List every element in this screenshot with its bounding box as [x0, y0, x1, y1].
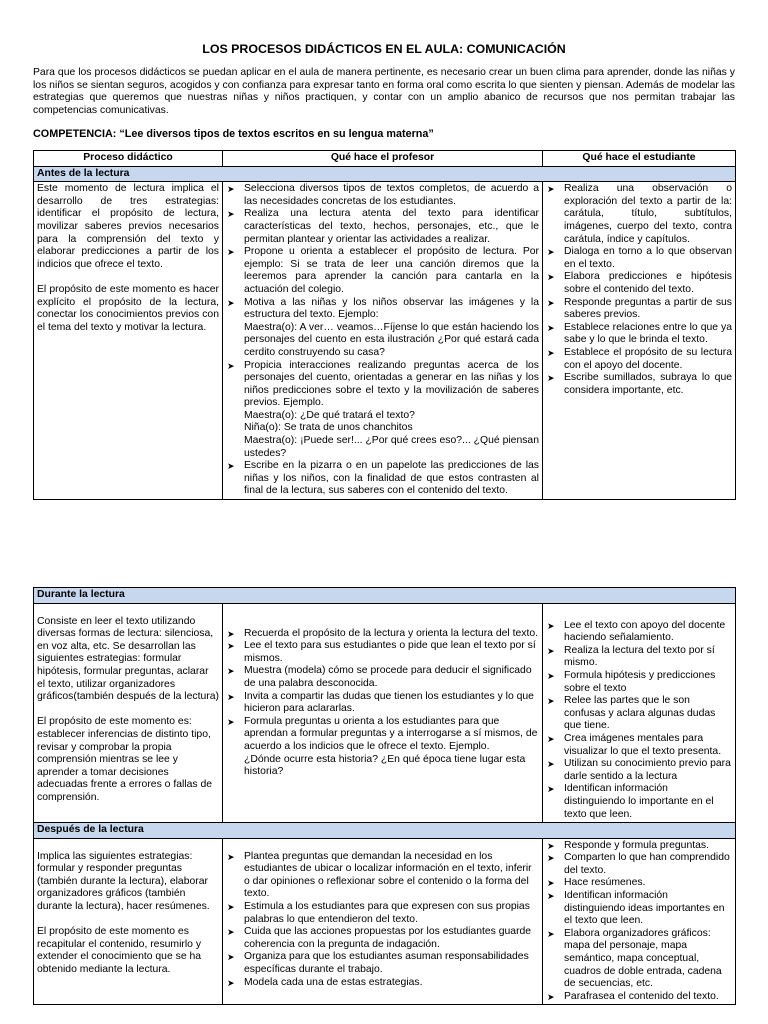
list-item: ➤ Estimula a los estudiantes para que expresen con sus propias palabras lo que entendieron del texto.	[226, 901, 539, 926]
durante-proceso-cell	[34, 603, 223, 823]
antes-proceso-p1: Este momento de lectura implica el desarrollo de tres estrategias: identificar el propósito de lectura, movilizar saberes previos necesarios para la comprensión del texto y elaborar predicciones a partir de los indicios que ofrece el texto.	[37, 183, 219, 270]
table-row-durante	[34, 603, 736, 823]
list-item: ➤ Responde y formula preguntas.	[546, 840, 732, 853]
antes-proceso-cell	[34, 182, 223, 500]
dialogo-line: Maestra(o): ¿De qué tratará el texto?	[244, 409, 415, 421]
list-item: ➤ Formula hipótesis y predicciones sobre el texto	[546, 670, 732, 695]
durante-profesor-list	[226, 628, 539, 779]
list-item: ➤ Cuida que las acciones propuestas por los estudiantes guarde coherencia con la pregunta de indagación.	[226, 926, 539, 951]
list-item: ➤ Responde preguntas a partir de sus saberes previos.	[546, 297, 732, 322]
list-item: ➤ Establece el propósito de su lectura con el apoyo del docente.	[546, 347, 732, 372]
list-item: ➤ Dialoga en torno a lo que observan en el texto.	[546, 246, 732, 271]
list-item: ➤ Organiza para que los estudiantes asuman responsabilidades específicas durante el trabajo.	[226, 951, 539, 976]
list-item: ➤ Escribe en la pizarra o en un papelote las predicciones de las niñas y los niños, con la finalidad de que estos contrasten al final de la lectura, sus saberes con el contenido del texto.	[226, 460, 539, 498]
list-item: ➤ Elabora predicciones e hipótesis sobre el contenido del texto.	[546, 271, 732, 296]
table-row-despues	[34, 838, 736, 1005]
list-item: ➤ Modela cada una de estas estrategias.	[226, 977, 539, 990]
list-item: ➤ Establece relaciones entre lo que ya sabe y lo que le brinda el texto.	[546, 322, 732, 347]
antes-profesor-cell	[223, 182, 543, 500]
header-estudiante: Qué hace el estudiante	[543, 151, 736, 167]
competencia-heading: COMPETENCIA: “Lee diversos tipos de textos escritos en su lengua materna”	[33, 128, 434, 140]
list-item: ➤ Formula preguntas u orienta a los estudiantes para que aprendan a formular preguntas y a interrogarse a sí mismos, de acuerdo a los indicios que le ofrece el texto. Ejemplo.	[226, 716, 539, 754]
list-item: ➤ Lee el texto para sus estudiantes o pide que lean el texto por sí mismos.	[226, 640, 539, 665]
list-item: ➤ Lee el texto con apoyo del docente haciendo señalamiento.	[546, 620, 732, 645]
despues-estudiante-list	[546, 840, 732, 1004]
durante-profesor-cell	[223, 603, 543, 823]
despues-proceso-p1: Implica las siguientes estrategias: formular y responder preguntas (también durante la lectura), elaborar organizadores gráficos (también durante la lectura), hacer resúmenes.	[37, 850, 210, 913]
despues-profesor-cell	[223, 838, 543, 1005]
table-row-antes	[34, 182, 736, 500]
durante-estudiante-list	[546, 620, 732, 822]
list-item: ➤ Escribe sumillados, subraya lo que considera importante, etc.	[546, 372, 732, 397]
page-title: LOS PROCESOS DIDÁCTICOS EN EL AULA: COMUNICACIÓN	[202, 42, 566, 56]
processes-table-part2	[33, 587, 736, 1005]
list-item: ➤ Realiza la lectura del texto por sí mismo.	[546, 645, 732, 670]
section-label-durante: Durante la lectura	[34, 588, 736, 604]
list-item: ➤ Identifican información distinguiendo lo importante en el texto que leen.	[546, 783, 732, 821]
antes-proceso-p2: El propósito de este momento es hacer explícito el propósito de la lectura, conectar los conocimientos previos con el tema del texto y motivar la lectura.	[37, 283, 219, 333]
list-item: ➤ Motiva a las niñas y los niños observar las imágenes y la estructura del texto. Ejemplo:	[226, 297, 539, 322]
list-item: ➤ Elabora organizadores gráficos: mapa del personaje, mapa semántico, mapa conceptual, cuadros de doble entrada, cadena de secuencias, etc.	[546, 928, 732, 991]
despues-proceso-p2: El propósito de este momento es recapitular el contenido, resumirlo y extender el conocimiento que se ha obtenido mediante la lectura.	[37, 926, 202, 976]
list-item: ➤ Realiza una observación o exploración del texto a partir de la: carátula, título, subtítulos, imágenes, cuerpo del texto, contra carátula, índice y capítulos.	[546, 183, 732, 246]
list-item: ➤ Utilizan su conocimiento previo para darle sentido a la lectura	[546, 758, 732, 783]
list-item: ➤ Relee las partes que le son confusas y aclara algunas dudas que tiene.	[546, 695, 732, 733]
durante-proceso-p1: Consiste en leer el texto utilizando diversas formas de lectura: silenciosa, en voz alta, etc. Se desarrollan las siguientes estrategias: formular hipótesis, formular preguntas, aclarar el texto, utilizar organizadores gráficos(también después de la lectura)	[37, 615, 219, 703]
dialogo-line: Maestra(o): ¡Puede ser!... ¿Por qué crees eso?... ¿Qué piensan ustedes?	[244, 435, 539, 459]
list-item: ➤ Hace resúmenes.	[546, 877, 732, 890]
durante-proceso-p2: El propósito de este momento es: establecer inferencias de distinto tipo, revisar y comprobar la propia comprensión mientras se lee y aprender a tomar decisiones adecuadas frente a errores o fallas de comprensión.	[37, 716, 213, 803]
list-item: ➤ Recuerda el propósito de la lectura y orienta la lectura del texto.	[226, 628, 539, 641]
list-item: ➤ Selecciona diversos tipos de textos completos, de acuerdo a las necesidades concretas de los estudiantes.	[226, 183, 539, 208]
list-item: ➤ Comparten lo que han comprendido del texto.	[546, 852, 732, 877]
list-item: ➤ Propone u orienta a establecer el propósito de lectura. Por ejemplo: Si se trata de leer una canción diremos que la leeremos para aprender la canción para cantarla en la actuación del colegio.	[226, 246, 539, 296]
list-item: ➤ Crea imágenes mentales para visualizar lo que el texto presenta.	[546, 733, 732, 758]
section-label-despues: Después de la lectura	[34, 823, 736, 839]
section-row-antes	[34, 166, 736, 182]
header-profesor: Qué hace el profesor	[223, 151, 543, 167]
intro-paragraph: Para que los procesos didácticos se puedan aplicar en el aula de manera pertinente, es necesario crear un buen clima para aprender, donde las niñas y los niños se sientan seguros, acogidos y con confianza para expresar tanto en forma oral como escrita lo que sienten y piensan. Además de modelar las estrategias que queremos que nuestras niñas y niños practiquen, y contar con un amplio abanico de recursos que nos permitan trabajar las competencias comunicativas.	[33, 67, 735, 116]
list-item: ➤ Identifican información distinguiendo ideas importantes en el texto que leen.	[546, 890, 732, 928]
despues-profesor-list	[226, 851, 539, 990]
antes-estudiante-list	[546, 183, 732, 397]
header-proceso: Proceso didáctico	[34, 151, 223, 167]
ejemplo-maestra: Maestra(o): A ver… veamos…Fíjense lo que están haciendo los personajes del cuento en esta ilustración ¿Por qué estará cada cerdito construyendo su casa?	[244, 321, 539, 358]
despues-proceso-cell	[34, 838, 223, 1005]
list-item: ➤ Parafrasea el contenido del texto.	[546, 991, 732, 1004]
list-item: ➤ Plantea preguntas que demandan la necesidad en los estudiantes de ubicar o localizar información en el texto, inferir o dar opiniones o reflexionar sobre el contenido o la forma del texto.	[226, 851, 539, 901]
dialogo-line: Niña(o): Se trata de unos chanchitos	[244, 422, 413, 434]
table-header-row	[34, 151, 736, 167]
despues-estudiante-cell	[543, 838, 736, 1005]
section-row-durante	[34, 588, 736, 604]
list-item: ➤ Realiza una lectura atenta del texto para identificar características del texto, hechos, personajes, etc., que le permitan plantear y orientar las actividades a realizar.	[226, 208, 539, 246]
list-item: ➤ Invita a compartir las dudas que tienen los estudiantes y lo que hicieron para aclararlas.	[226, 691, 539, 716]
list-item: ➤ Propicia interacciones realizando preguntas acerca de los personajes del cuento, orientadas a generar en las niñas y los niños predicciones sobre el texto y la movilización de saberes previos. Ejemplo.	[226, 360, 539, 410]
section-label-antes: Antes de la lectura	[34, 166, 736, 182]
antes-profesor-list	[226, 183, 539, 498]
ejemplo-pregunta: ¿Dónde ocurre esta historia? ¿En qué época tiene lugar esta historia?	[244, 753, 526, 778]
antes-estudiante-cell	[543, 182, 736, 500]
list-item: ➤ Muestra (modela) cómo se procede para deducir el significado de una palabra desconocida.	[226, 665, 539, 690]
processes-table-part1	[33, 150, 736, 500]
durante-estudiante-cell	[543, 603, 736, 823]
section-row-despues	[34, 823, 736, 839]
